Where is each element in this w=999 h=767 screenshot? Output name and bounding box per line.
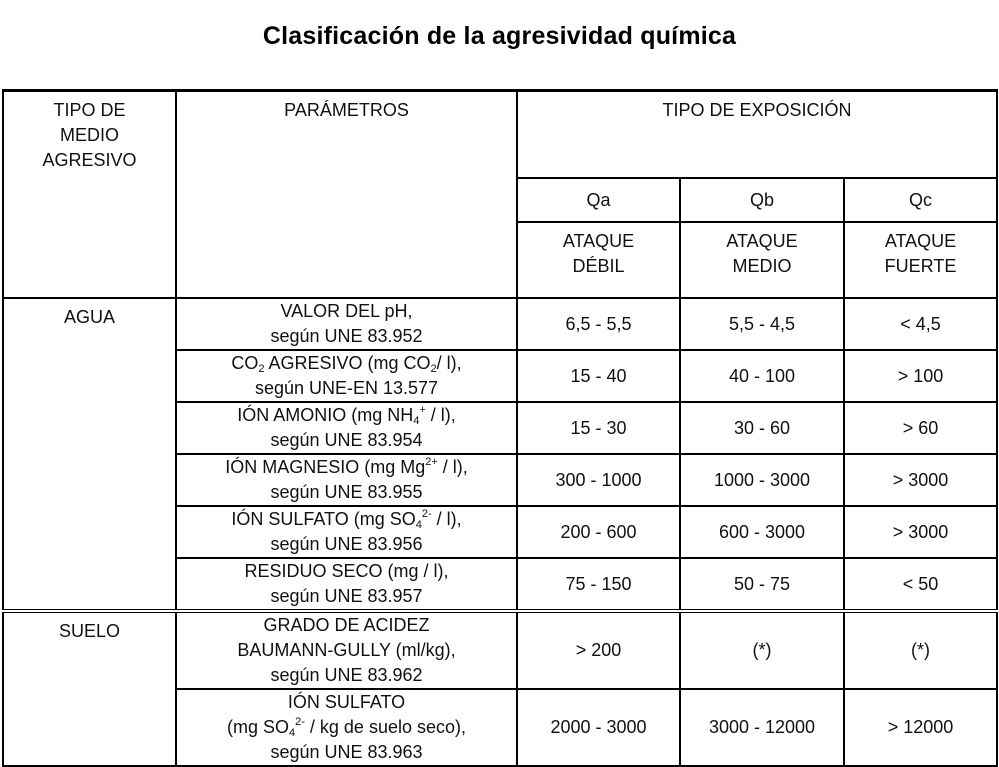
header-exposure-type: TIPO DE EXPOSICIÓN xyxy=(517,91,997,179)
header-medium-line-3: AGRESIVO xyxy=(42,150,137,170)
param-ammonium xyxy=(176,402,517,454)
param-sulfate-water-line-1: IÓN SULFATO (mg $SO_4^{2-} / l$), xyxy=(231,508,462,531)
header-attack-strong xyxy=(844,222,997,298)
value-qb: 5,5 - 4,5 xyxy=(680,298,844,350)
param-ph xyxy=(176,298,517,350)
param-dry-residue-line-2: según UNE 83.957 xyxy=(270,586,423,606)
value-qa: > 200 xyxy=(517,611,680,689)
value-qa: 2000 - 3000 xyxy=(517,689,680,766)
param-sulfate-soil-line-2: (mg $SO_4^{2-}$ / kg de suelo seco), xyxy=(226,716,466,739)
param-ph-line-2: según UNE 83.952 xyxy=(270,326,423,346)
param-dry-residue-line-1: RESIDUO SECO (mg / l), xyxy=(244,561,449,581)
header-attack-weak xyxy=(517,222,680,298)
param-acidity-line-1: GRADO DE ACIDEZ xyxy=(263,615,430,635)
table-row xyxy=(3,298,997,350)
value-qa: 6,5 - 5,5 xyxy=(517,298,680,350)
medium-soil: SUELO xyxy=(3,611,176,766)
param-sulfate-water xyxy=(176,506,517,558)
value-qc: > 100 xyxy=(844,350,997,402)
header-medium-line-1: TIPO DE xyxy=(53,100,126,120)
param-magnesium-line-2: según UNE 83.955 xyxy=(270,482,423,502)
value-qa: 15 - 30 xyxy=(517,402,680,454)
param-ammonium-line-1: IÓN AMONIO (mg $NH_4^+ / l$), xyxy=(237,404,456,427)
header-row-1 xyxy=(3,91,997,179)
value-qc: > 60 xyxy=(844,402,997,454)
header-class-qc: Qc xyxy=(844,178,997,222)
value-qa: 75 - 150 xyxy=(517,558,680,611)
param-sulfate-soil-line-1: IÓN SULFATO xyxy=(287,692,406,712)
value-qb: 3000 - 12000 xyxy=(680,689,844,766)
param-dry-residue xyxy=(176,558,517,611)
value-qb: (*) xyxy=(680,611,844,689)
aggressivity-table xyxy=(2,89,998,767)
value-qb: 600 - 3000 xyxy=(680,506,844,558)
param-sulfate-soil xyxy=(176,689,517,766)
param-sulfate-water-line-2: según UNE 83.956 xyxy=(270,534,423,554)
attack-strong-line-2: FUERTE xyxy=(884,256,957,276)
value-qc: > 3000 xyxy=(844,506,997,558)
value-qc: < 50 xyxy=(844,558,997,611)
param-ammonium-line-2: según UNE 83.954 xyxy=(270,430,423,450)
medium-water: AGUA xyxy=(3,298,176,611)
value-qa: 300 - 1000 xyxy=(517,454,680,506)
header-parameters: PARÁMETROS xyxy=(176,91,517,299)
value-qb: 50 - 75 xyxy=(680,558,844,611)
value-qb: 40 - 100 xyxy=(680,350,844,402)
param-acidity-line-3: según UNE 83.962 xyxy=(270,665,423,685)
attack-medium-line-2: MEDIO xyxy=(732,256,792,276)
header-attack-medium xyxy=(680,222,844,298)
param-co2 xyxy=(176,350,517,402)
param-magnesium-line-1: IÓN MAGNESIO (mg $Mg^{2+} / l$), xyxy=(225,456,468,477)
value-qb: 30 - 60 xyxy=(680,402,844,454)
param-co2-line-1: $CO_2$ AGRESIVO (mg $CO_2/$ l), xyxy=(231,353,462,375)
table-row xyxy=(3,611,997,689)
value-qc: (*) xyxy=(844,611,997,689)
param-co2-line-2: según UNE-EN 13.577 xyxy=(254,378,439,398)
value-qc: > 12000 xyxy=(844,689,997,766)
header-medium-line-2: MEDIO xyxy=(59,125,119,145)
header-class-qa: Qa xyxy=(517,178,680,222)
param-acidity-line-2: BAUMANN-GULLY (ml/kg), xyxy=(237,640,456,660)
param-ph-line-1: VALOR DEL pH, xyxy=(280,301,413,321)
value-qa: 15 - 40 xyxy=(517,350,680,402)
param-acidity xyxy=(176,611,517,689)
attack-medium-line-1: ATAQUE xyxy=(726,231,798,251)
header-medium-type xyxy=(3,91,176,299)
value-qc: < 4,5 xyxy=(844,298,997,350)
attack-weak-line-1: ATAQUE xyxy=(562,231,635,251)
header-class-qb: Qb xyxy=(680,178,844,222)
page-title: Clasificación de la agresividad química xyxy=(262,22,737,50)
value-qa: 200 - 600 xyxy=(517,506,680,558)
param-magnesium xyxy=(176,454,517,506)
param-sulfate-soil-line-3: según UNE 83.963 xyxy=(270,742,423,762)
value-qc: > 3000 xyxy=(844,454,997,506)
attack-weak-line-2: DÉBIL xyxy=(572,256,625,276)
value-qb: 1000 - 3000 xyxy=(680,454,844,506)
attack-strong-line-1: ATAQUE xyxy=(884,231,957,251)
